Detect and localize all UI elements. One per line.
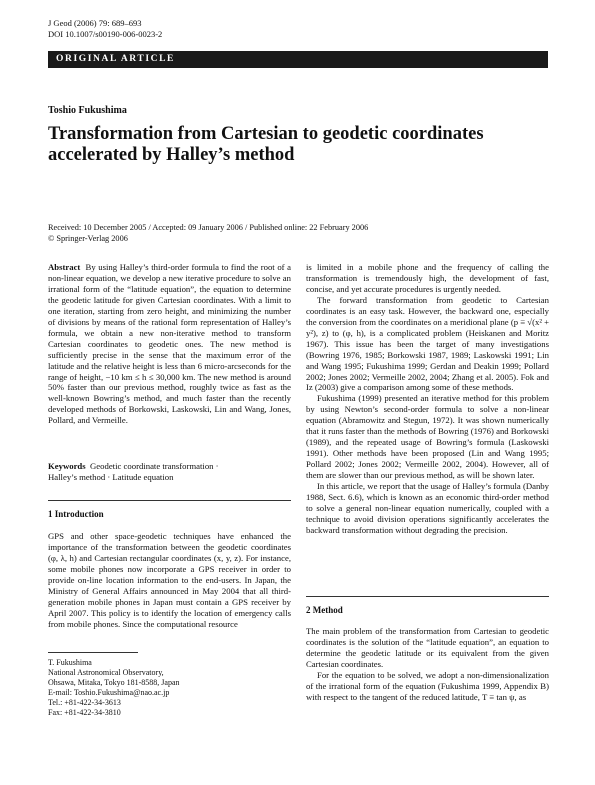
author-name: Toshio Fukushima — [48, 105, 127, 116]
keywords-line1: Geodetic coordinate transformation · — [90, 461, 219, 471]
section-divider-2 — [306, 596, 549, 597]
publication-history — [48, 223, 548, 244]
method-text — [306, 626, 549, 703]
method-para-1: The main problem of the transformation from Cartesian to geodetic coordinates is the solution of the “latitude equation”, an equation to determine the geodetic latitude or its equivalent from the given Cartesian coordinates. — [306, 626, 549, 669]
abstract-text: By using Halley’s third-order formula to find the root of a non-linear equation, we develop a new iterative procedure to solve an irrational form of the “latitude equation”, the equation to determine the geodetic latitude for given Cartesian coordinates. With a limit to one iteration, starting from zero height, and minimizing the number of divisions by means of the rational form representation of Halley’s formula, we obtain a new non-iterative method to transform Cartesian coordinates to geodetic ones. The new method is sufficiently precise in the sense that the maximum error of the latitude and the relative height is less than 6 micro-arcseconds for the range of height, −10 km ≤ h ≤ 30,000 km. The new method is around 50% faster than our previous method, roughly twice as fast as the well-known Bowring’s method, and much faster than the recently developed methods of Borkowski, Laskowski, Lin and Wang, Jones, Pollard, and Vermeille. — [48, 262, 292, 426]
keywords-label: Keywords — [48, 461, 86, 471]
section-divider — [48, 500, 291, 501]
footnote-fax: Fax: +81-422-34-3810 — [48, 708, 121, 717]
received-dates: Received: 10 December 2005 / Accepted: 09 January 2006 / Published online: 22 February 2006 — [48, 223, 369, 232]
doi: DOI 10.1007/s00190-006-0023-2 — [48, 28, 163, 39]
right-para-1: is limited in a mobile phone and the frequency of calling the transformation is tremendously high, the development of fast, concise, and yet accurate procedures is urgently needed. — [306, 262, 549, 294]
footnote-address: Ohsawa, Mitaka, Tokyo 181-8588, Japan — [48, 678, 180, 687]
method-para-2: For the equation to be solved, we adopt a non-dimensionalization of the irrational form of the equation (Fukushima 1999, Appendix B) with respect to the tangent of the reduced latitude, T ≡ tan ψ, as — [306, 669, 549, 702]
right-column-text — [306, 262, 549, 536]
footnote-org: National Astronomical Observatory, — [48, 668, 164, 677]
footnote-email: E-mail: Toshio.Fukushima@nao.ac.jp — [48, 688, 170, 697]
introduction-paragraph — [48, 531, 291, 630]
intro-para-1: GPS and other space-geodetic techniques have enhanced the importance of the transformation between the geodetic coordinates (φ, λ, h) and Cartesian rectangular coordinates (x, y, z). For instance, some mobile phones now incorporate a GPS receiver in order to provide on-line location information to the end-users. In Japan, the Ministry of General Affairs announced in May 2004 that all third-generation mobile phones in Japan must contain a GPS receiver by April 2007. This policy is to identify the location of emergency calls from mobile phones. Since the computational resource — [48, 531, 291, 629]
author-footnote — [48, 658, 180, 718]
footnote-tel: Tel.: +81-422-34-3613 — [48, 698, 121, 707]
article-type-banner: ORIGINAL ARTICLE — [48, 51, 548, 68]
footnote-divider — [48, 652, 138, 653]
journal-citation: J Geod (2006) 79: 689–693 — [48, 18, 142, 28]
abstract-label: Abstract — [48, 262, 81, 272]
right-para-3: Fukushima (1999) presented an iterative method for this problem by using Newton’s second-order formula to solve a non-linear equation (Abramowitz and Stegun, 1972). It was shown numerically that it runs faster than the methods of Bowring (1976) and Borkowski (1989), and the repeated usage of Bowring’s formula (Laskowski 1991). Other methods have been proposed (Lin and Wang 1995; Pollard 2002; Jones 2002; Vermeille 2002, 2004). However, all of them are slower than our previous method, as will be shown later. — [306, 393, 549, 481]
footnote-name: T. Fukushima — [48, 658, 92, 667]
right-para-4: In this article, we report that the usage of Halley’s formula (Danby 1988, Sect. 6.6), which is known as an economic third-order method to solve a general non-linear equation numerically, coupled with a technique to avoid division operations significantly accelerates the backward transformation without degrading the precision. — [306, 481, 549, 535]
section-heading-introduction: 1 Introduction — [48, 509, 104, 519]
journal-header — [48, 18, 162, 39]
copyright: © Springer-Verlag 2006 — [48, 233, 128, 243]
keywords-line2: Halley’s method · Latitude equation — [48, 471, 174, 482]
abstract — [48, 262, 291, 426]
right-para-2: The forward transformation from geodetic to Cartesian coordinates is an easy task. However, the backward one, especially the conversion from the coordinates on a meridional plane (p ≡ √(x² + y²), z) to (φ, h), is a complicated problem (Heiskanen and Moritz 1967). This issue has been the target of many investigations (Bowring 1976, 1985; Borkowski 1987, 1989; Laskowski 1991; Lin and Wang 1995; Fukushima 1999; Gerdan and Deakin 1999; Pollard 2002; Jones 2002; Vermeille 2002, 2004; Zhang et al. 2005). Fok and Iz (2003) give a comparison among some of these methods. — [306, 294, 549, 393]
section-heading-method: 2 Method — [306, 605, 343, 615]
keywords — [48, 461, 291, 483]
paper-title: Transformation from Cartesian to geodetic coordinates accelerated by Halley’s method — [48, 124, 484, 165]
